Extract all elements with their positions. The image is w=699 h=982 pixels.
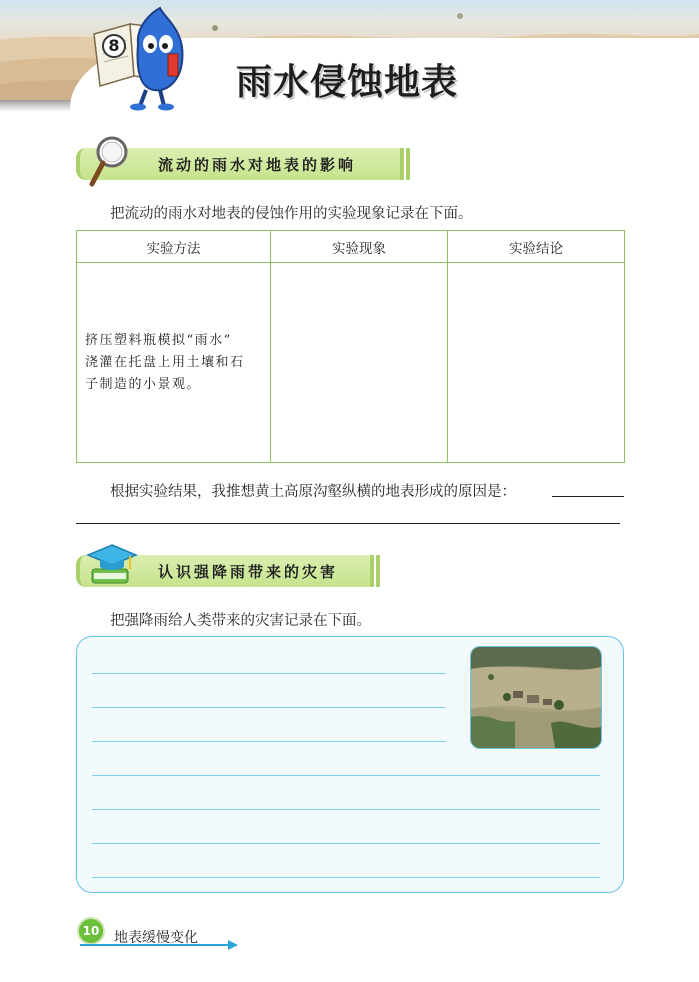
chapter-number: 8 — [108, 36, 120, 55]
chapter-title: 雨水侵蚀地表 — [236, 62, 459, 103]
answer-blank-long[interactable] — [76, 523, 620, 524]
section1-question: 根据实验结果，我推想黄土高原沟壑纵横的地表形成的原因是： — [110, 484, 516, 500]
section1-title: 流动的雨水对地表的影响 — [158, 156, 357, 174]
ruled-line[interactable] — [92, 877, 600, 878]
ruled-line[interactable] — [92, 775, 600, 776]
experiment-table — [76, 230, 625, 463]
method-line-3: 子制造的小景观。 — [85, 376, 202, 392]
answer-blank-short[interactable] — [552, 496, 624, 497]
graduation-cap-icon — [86, 543, 138, 589]
method-cell — [77, 263, 271, 463]
table-row — [77, 263, 625, 463]
page-number: 10 — [77, 917, 105, 945]
section2-instruction: 把强降雨给人类带来的灾害记录在下面。 — [110, 613, 371, 629]
section1-instruction: 把流动的雨水对地表的侵蚀作用的实验现象记录在下面。 — [110, 206, 473, 222]
header-conclusion: 实验结论 — [448, 231, 625, 263]
method-line-1: 挤压塑料瓶模拟“雨水” — [85, 332, 232, 348]
water-drop-mascot-icon — [90, 6, 210, 112]
magnifier-icon — [86, 134, 132, 190]
unit-title: 地表缓慢变化 — [114, 930, 198, 946]
flood-photo — [470, 646, 602, 749]
chapter-banner — [0, 0, 699, 112]
table-header-row — [77, 231, 625, 263]
conclusion-cell[interactable] — [448, 263, 625, 463]
method-line-2: 浇灌在托盘上用土壤和石 — [85, 354, 245, 370]
ruled-line[interactable] — [92, 673, 446, 674]
ruled-line[interactable] — [92, 843, 600, 844]
phenomenon-cell[interactable] — [271, 263, 448, 463]
ruled-line[interactable] — [92, 707, 446, 708]
header-method: 实验方法 — [77, 231, 271, 263]
ruled-line[interactable] — [92, 809, 600, 810]
ruled-line[interactable] — [92, 741, 446, 742]
section2-title: 认识强降雨带来的灾害 — [158, 563, 339, 581]
footer-arrow-icon — [80, 939, 240, 951]
header-phenomenon: 实验现象 — [271, 231, 448, 263]
